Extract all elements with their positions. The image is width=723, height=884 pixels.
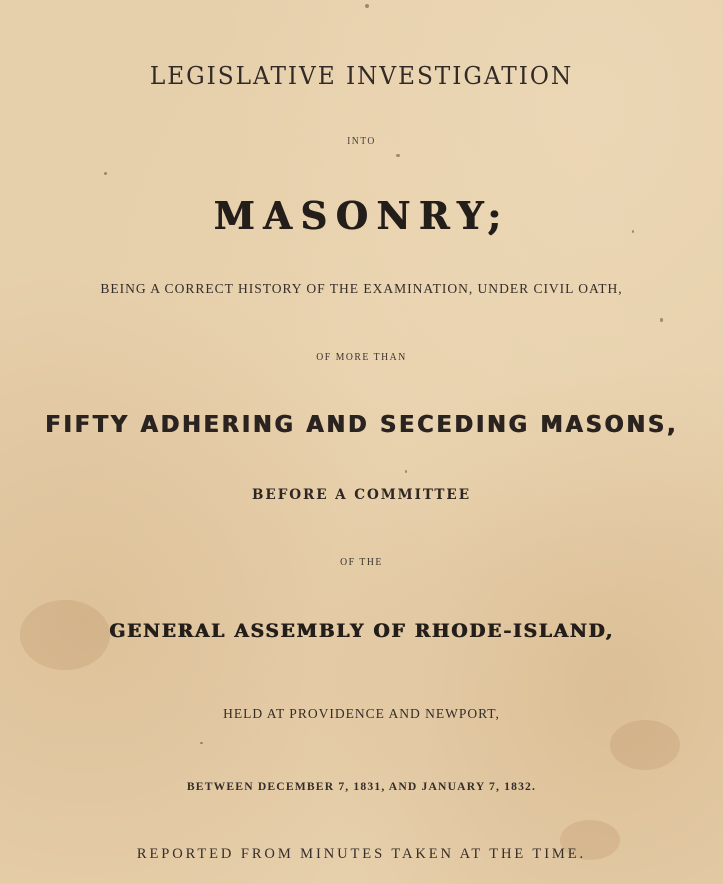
paper-stain (610, 720, 680, 770)
heading-fifty-masons: FIFTY ADHERING AND SECEDING MASONS, (45, 412, 678, 438)
line-held-at: HELD AT PROVIDENCE AND NEWPORT, (223, 707, 500, 722)
connector-more-than: OF MORE THAN (316, 352, 407, 363)
paper-speck (365, 4, 369, 8)
paper-speck (200, 742, 203, 744)
paper-speck (396, 154, 400, 157)
line-before-committee: BEFORE A COMMITTEE (252, 487, 471, 503)
paper-speck (104, 172, 107, 175)
paper-speck (405, 470, 407, 473)
line-dates: BETWEEN DECEMBER 7, 1831, AND JANUARY 7, 1832. (186, 779, 537, 793)
title-connector-into: INTO (347, 136, 376, 147)
paper-speck (660, 318, 663, 322)
connector-of-the: OF THE (340, 557, 383, 568)
document-subject: MASONRY; (213, 193, 510, 238)
subtitle-being: BEING A CORRECT HISTORY OF THE EXAMINATION, UNDER CIVIL OATH, (100, 282, 623, 297)
heading-general-assembly: GENERAL ASSEMBLY OF RHODE-ISLAND, (109, 620, 614, 642)
line-reported: REPORTED FROM MINUTES TAKEN AT THE TIME. (136, 846, 587, 862)
document-title: LEGISLATIVE INVESTIGATION (149, 62, 574, 90)
